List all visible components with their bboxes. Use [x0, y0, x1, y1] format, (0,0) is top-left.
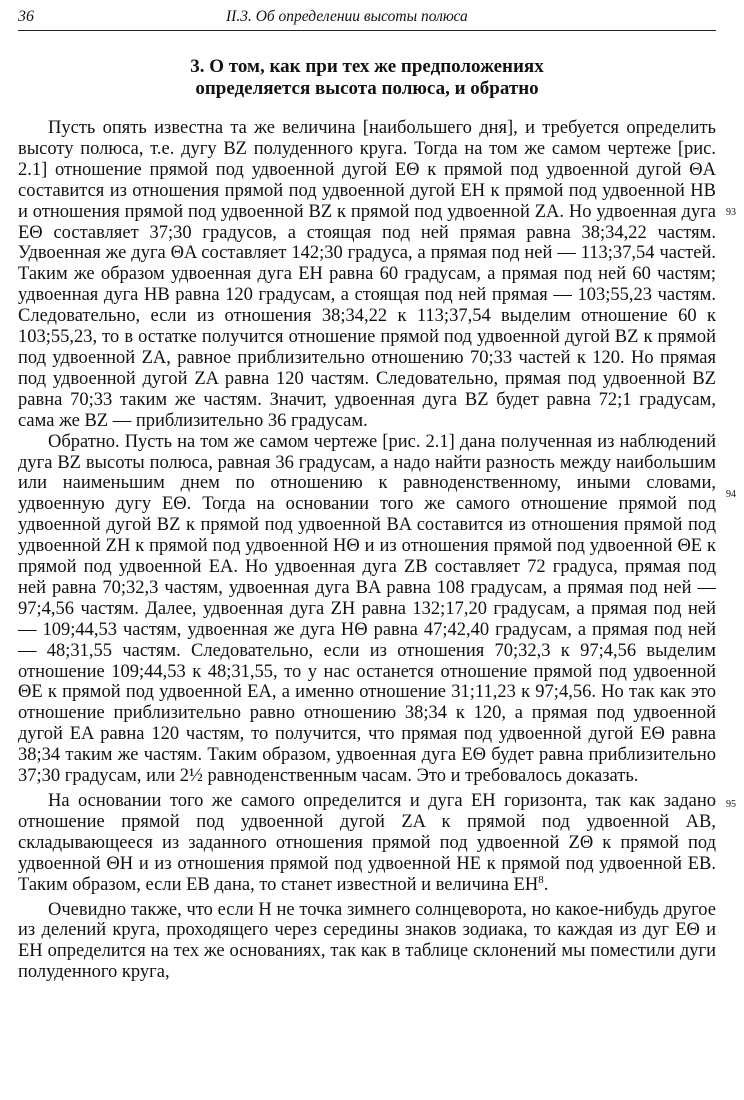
paragraph-3-text: На основании того же самого определится и дуга EH горизонта, так как задано отношение прямой под удвоенной дугой ZA к прямой под удвоенной AB, складывающееся из заданного отношения прямой под удвоенной ZΘ к прямой под удвоенной ΘH и из отношения прямой под удвоенной HE к прямой под удвоенной EB. Таким образом, если EB дана, то станет известной и величина EH [18, 791, 716, 895]
paragraph-4: Очевидно также, что если H не точка зимнего солнцеворота, но какое-нибудь другое из делений круга, проходящего через середины знаков зодиака, то каждая из дуг EΘ и EH определится на тех же основаниях, так как в таблице склонений мы поместили дуги полуденного круга, [18, 899, 716, 983]
margin-note-93: 93 [726, 207, 736, 218]
section-title-line-1: 3. О том, как при тех же предположениях [190, 56, 544, 77]
page-number: 36 [18, 8, 34, 25]
paragraph-3 [18, 791, 716, 896]
section-title-line-2: определяется высота полюса, и обратно [195, 78, 539, 99]
paragraph-1: Пусть опять известна та же величина [наибольшего дня], и требуется определить высоту полюса, т.е. дугу BZ полуденного круга. Тогда на том же самом чертеже [рис. 2.1] отношение прямой под удвоенной дугой EΘ к прямой под удвоенной дугой ΘA составится из отношения прямой под удвоенной дугой EH к прямой под удвоенной HB и отношения прямой под удвоенной BZ к прямой под удвоенной ZA. Но удвоенная дуга EΘ составляет 37;30 градусов, а стоящая под ней прямая равна 38;34,22 частям. Удвоенная же дуга ΘA составляет 142;30 градуса, а прямая под ней — 113;37,54 частей. Таким же образом удвоенная дуга EH равна 60 градусам, а прямая под ней 60 частям; удвоенная дуга HB равна 120 градусам, а стоящая под ней прямая — 103;55,23 частям. Следовательно, если из отношения 38;34,22 к 113;37,54 выделим отношение 60 к 103;55,23, то в остатке получится отношение прямой под удвоенной дугой BZ к прямой под удвоенной ZA, равное приблизительно отношению 70;33 частей к 120. Но прямая под удвоенной дугой ZA равна 120 частям. Следовательно, прямая под удвоенной BZ равна 70;33 таким же частям. Значит, удвоенная дуга BZ будет равна 72;1 градусам, сама же BZ — приблизительно 36 градусам. [18, 118, 716, 431]
running-head: II.3. Об определении высоты полюса [226, 8, 468, 25]
footnote-ref[interactable]: 8 [538, 873, 544, 886]
section-title [18, 56, 716, 100]
page-header [18, 4, 716, 31]
body-text [18, 118, 716, 983]
margin-note-95: 95 [726, 799, 736, 810]
paragraph-2: Обратно. Пусть на том же самом чертеже [рис. 2.1] дана полученная из наблюдений дуга BZ высоты полюса, равная 36 градусам, а надо найти разность между наибольшим или наименьшим днем по отношению к равноденственному, иными словами, удвоенную дугу EΘ. Тогда на основании того же самого отношение прямой под удвоенной дугой BZ к прямой под удвоенной BA составится из отношения прямой под удвоенной ZH к прямой под удвоенной HΘ и из отношения прямой под удвоенной ΘE к прямой под удвоенной EA. Но удвоенная дуга ZB составляет 72 градуса, прямая под ней равна 70;32,3 частям, удвоенная дуга BA равна 108 градусам, а прямая под ней — 97;4,56 частям. Далее, удвоенная дуга ZH равна 132;17,20 градусам, а прямая под ней — 109;44,53 частям, удвоенная же дуга HΘ равна 47;42,40 градусам, а прямая под ней — 48;31,55 частям. Следовательно, если из отношения 70;32,3 к 97;4,56 выделим отношение 109;44,53 к 48;31,55, то у нас останется отношение прямой под удвоенной ΘE к прямой под удвоенной EA, а именно отношение 31;11,23 к 97;4,56. Но так как это отношение приблизительно равно отношению 38;34 к 120, а прямая под удвоенной дугой EA равна 120 частям, то получится, что прямая под удвоенной дугой EΘ равна 38;34 таким же частям. Таким образом, удвоенная дуга EΘ будет равна приблизительно 37;30 градусам, или 2½ равноденственным часам. Это и требовалось доказать. [18, 431, 716, 787]
margin-note-94: 94 [726, 489, 736, 500]
paragraph-3-end: . [543, 874, 549, 895]
